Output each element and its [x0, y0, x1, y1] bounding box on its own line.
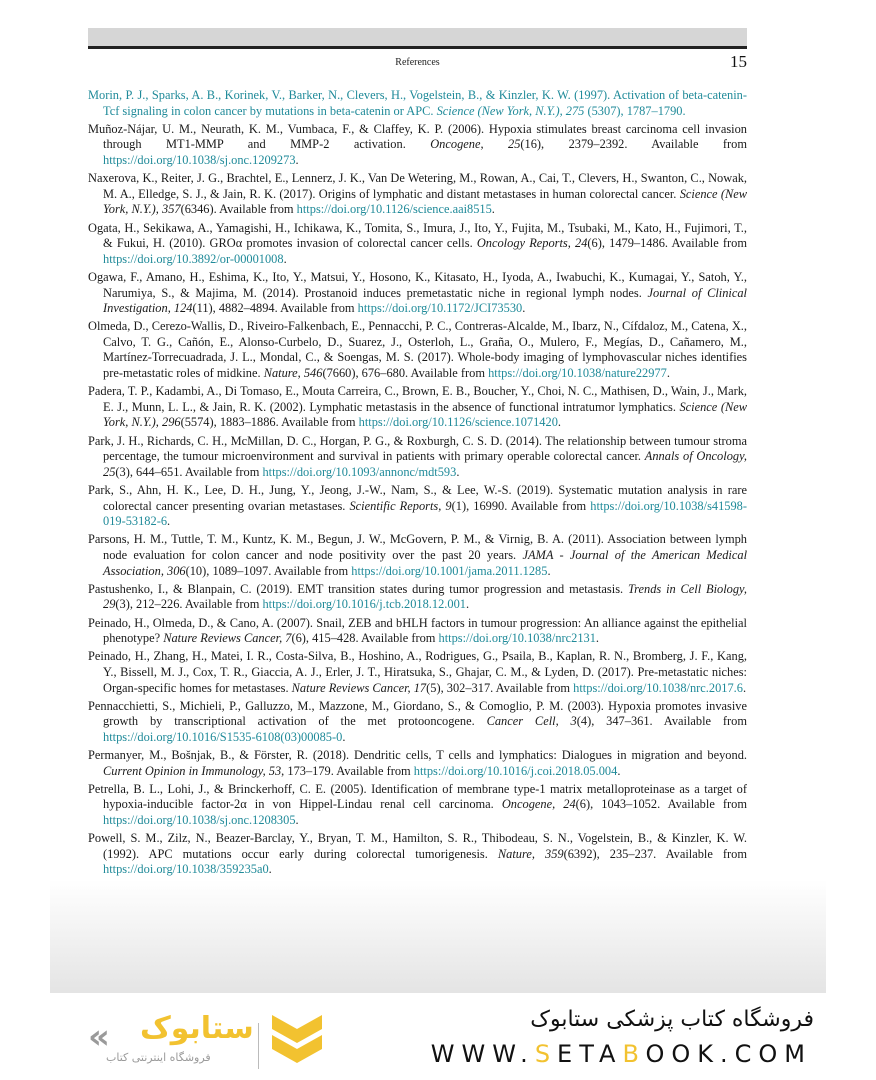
reference-text: Park, S., Ahn, H. K., Lee, D. H., Jung, Y., Jeong, J.-W., Nam, S., & Lee, W.-S. (2019). Systematic mutation analysis in rare colorectal cancer presenting ovarian metastases. — [88, 483, 747, 513]
reference-entry — [88, 699, 747, 746]
shop-title: فروشگاه کتاب پزشکی ستابوک — [530, 1007, 814, 1032]
url-part: OOK.COM — [645, 1040, 812, 1068]
reference-text: . — [295, 152, 299, 167]
journal-title: JAMA - Journal of the American Medical Association, 306 — [103, 547, 748, 578]
reference-text: Morin, P. J., Sparks, A. B., Korinek, V., Barker, N., Clevers, H., Vogelstein, B., & Kinzler, K. W. (1997). Activation of beta-catenin-Tcf signaling in colon cancer by mutations in beta-catenin or APC. — [88, 88, 747, 118]
doi-link[interactable]: https://doi.org/10.1038/359235a0 — [103, 862, 269, 877]
running-head: References — [395, 57, 440, 68]
journal-title: Current Opinion in Immunology, 53 — [103, 763, 282, 778]
journal-title: Trends in Cell Biology, 29 — [103, 581, 747, 612]
reference-entry — [88, 649, 747, 696]
reference-text: . — [547, 563, 551, 578]
journal-title: Oncogene, 25 — [430, 137, 521, 152]
chevrons-icon: « — [88, 1017, 102, 1057]
reference-text: . — [456, 464, 460, 479]
doi-link[interactable]: https://doi.org/10.1038/nrc2131 — [438, 631, 596, 646]
reference-text: Padera, T. P., Kadambi, A., Di Tomaso, E., Mouta Carreira, C., Brown, E. B., Boucher, Y., Choi, N. C., Mathisen, D., Wain, J., Mark, E. J., Munn, L. L., & Jain, R. K. (2002). Lymphatic metastasis in the absence of functional intratumor lymphatics. — [88, 384, 747, 414]
reference-text: (10), 1089–1097. Available from — [185, 563, 352, 578]
reference-text: (11), 4882–4894. Available from — [192, 301, 358, 316]
shield-chevron-icon — [272, 1015, 322, 1067]
reference-text: Ogata, H., Sekikawa, A., Yamagishi, H., Ichikawa, K., Tomita, S., Imura, J., Ito, Y., Fujita, M., Tsubaki, M., Kato, H., Fujimori, T., & Fukui, H. (2010). GROα promotes invasion of colorectal cancer cells. — [88, 220, 747, 251]
reference-entry — [88, 171, 747, 218]
doi-link[interactable]: https://doi.org/10.1016/S1535-6108(03)00085-0 — [103, 729, 343, 744]
reference-text: . — [295, 813, 299, 828]
url-part: WWW. — [430, 1040, 535, 1068]
url-part-highlight: S — [534, 1040, 558, 1068]
reference-text: . — [617, 763, 621, 778]
reference-entry — [88, 782, 747, 829]
reference-text: Powell, S. M., Zilz, N., Beazer-Barclay, Y., Bryan, T. M., Hamilton, S. R., Thibodeau, S. N., Vogelstein, B., & Kinzler, K. W. (1992). APC mutations occur early during colorectal tumorigenesis. — [88, 831, 747, 861]
reference-entry — [88, 384, 747, 431]
reference-text: (6), 415–428. Available from — [291, 631, 439, 646]
journal-title: Annals of Oncology, 25 — [103, 449, 747, 479]
reference-text: . — [342, 729, 346, 744]
reference-text: Petrella, B. L., Lohi, J., & Brinckerhoff, C. E. (2005). Identification of membrane type-1 matrix metalloproteinase as a target of hypoxia-inducible factor-2α in von Hippel-Lindau renal cell carcinoma. — [88, 781, 747, 812]
reference-text: Park, J. H., Richards, C. H., McMillan, D. C., Horgan, P. G., & Roxburgh, C. S. D. (2014). The relationship between tumour stroma percentage, the tumour microenvironment and survival in patients with primary operable colorectal cancer. — [88, 433, 747, 464]
reference-text: . — [167, 514, 171, 529]
reference-entry — [88, 122, 747, 169]
doi-link[interactable]: https://doi.org/10.3892/or-00001008 — [103, 251, 284, 266]
doi-link[interactable]: https://doi.org/10.1038/sj.onc.1209273 — [103, 152, 296, 167]
reference-entry — [88, 88, 747, 119]
doi-link[interactable]: https://doi.org/10.1172/JCI73530 — [357, 301, 523, 316]
reference-text: (6346). Available from — [180, 202, 297, 217]
journal-title: Science (New York, N.Y.), 275 — [436, 103, 585, 118]
reference-entry — [88, 221, 747, 268]
reference-text: . — [491, 202, 495, 217]
url-part-highlight: B — [622, 1040, 646, 1068]
journal-title: Nature Reviews Cancer, 17 — [291, 680, 427, 695]
reference-text: (1), 16990. Available from — [451, 498, 591, 513]
reference-text: . — [268, 862, 272, 877]
reference-text: Olmeda, D., Cerezo-Wallis, D., Riveiro-Falkenbach, E., Pennacchi, P. C., Contreras-Alcalde, M., Ibarz, N., Cífdaloz, M., Catena, X., Calvo, T. G., Cañón, E., Alonso-Curbelo, D., Suarez, J., Osterloh, L., Graña, O., Mulero, F., Megías, D., Cañamero, M., Martínez-Torrecuadrada, J. L., Mondal, C., & Soengas, M. S. (2017). Whole-body imaging of lymphovascular niches identifies pre-metastatic roles of midkine. — [88, 319, 747, 381]
reference-text: (5), 302–317. Available from — [426, 680, 574, 695]
doi-link[interactable]: https://doi.org/10.1038/sj.onc.1208305 — [103, 813, 296, 828]
doi-link[interactable]: https://doi.org/10.1038/s41598-019-53182-6 — [103, 498, 747, 529]
doi-link[interactable]: https://doi.org/10.1038/nature22977 — [488, 366, 667, 381]
url-part: ETA — [557, 1040, 623, 1068]
reference-text: (6), 1043–1052. Available from — [575, 797, 747, 812]
reference-text: Peinado, H., Olmeda, D., & Cano, A. (2007). Snail, ZEB and bHLH factors in tumour progression: An alliance against the epithelial phenotype? — [88, 615, 747, 646]
reference-entry — [88, 582, 747, 613]
reference-list — [88, 88, 747, 881]
reference-entry — [88, 483, 747, 530]
journal-title: Oncology Reports, 24 — [476, 236, 588, 251]
reference-text: Permanyer, M., Bošnjak, B., & Förster, R. (2018). Dendritic cells, T cells and lymphatics: Dialogues in migration and beyond. — [88, 748, 747, 763]
reference-text: Pennacchietti, S., Michieli, P., Galluzzo, M., Mazzone, M., Giordano, S., & Comoglio, P. M. (2003). Hypoxia promotes invasive growth by transcriptional activation of the met protooncogene. — [88, 698, 747, 729]
reference-text: , 173–179. Available from — [281, 763, 414, 778]
header-rule — [88, 46, 747, 49]
logo-tagline: فروشگاه اینترنتی کتاب — [106, 1051, 211, 1064]
reference-text: Parsons, H. M., Tuttle, T. M., Kuntz, K. M., Begun, J. W., McGovern, P. M., & Virnig, B. A. (2011). Association between lymph node evaluation for colon cancer and node positivity over the past 20 years. — [88, 532, 747, 562]
shop-url[interactable] — [431, 1040, 812, 1068]
reference-text: (16), 2379–2392. Available from — [520, 137, 747, 152]
logo-name: ستابوک — [140, 1011, 254, 1046]
journal-title: Scientific Reports, 9 — [349, 498, 452, 513]
journal-title: Cancer Cell, 3 — [486, 714, 577, 729]
reference-entry — [88, 532, 747, 579]
reference-entry — [88, 434, 747, 481]
journal-title: Journal of Clinical Investigation, 124 — [103, 285, 747, 316]
journal-title: Nature, 546 — [263, 366, 323, 381]
reference-text: (6392), 235–237. Available from — [563, 846, 747, 861]
reference-text: (3), 644–651. Available from — [115, 464, 263, 479]
footer-banner — [0, 993, 876, 1080]
reference-text: . — [557, 415, 562, 430]
reference-text: Ogawa, F., Amano, H., Eshima, K., Ito, Y., Matsui, Y., Hosono, K., Kitasato, H., Iyoda, A., Iwabuchi, K., Kumagai, Y., Satoh, Y., Narumiya, S., & Majima, M. (2014). Prostanoid induces premetastatic niche in regional lymph nodes. — [88, 269, 747, 300]
reference-entry — [88, 748, 747, 779]
reference-text: Naxerova, K., Reiter, J. G., Brachtel, E., Lennerz, J. K., Van De Wetering, M., Rowan, A., Cai, T., Clevers, H., Swanton, C., Nowak, M. A., Elledge, S. J., & Jain, R. K. (2017). Origins of lymphatic and distant metastases in human colorectal cancer. — [88, 171, 747, 201]
reference-text: (6), 1479–1486. Available from — [587, 236, 747, 251]
doi-link[interactable]: https://doi.org/10.1126/science.aai8515 — [296, 202, 492, 217]
reference-text: (5574), 1883–1886. Available from — [180, 415, 359, 430]
reference-text: (7660), 676–680. Available from — [322, 366, 489, 381]
doi-link[interactable]: https://doi.org/10.1126/science.1071420 — [358, 415, 558, 430]
reference-text: . — [666, 366, 670, 381]
doi-link[interactable]: https://doi.org/10.1001/jama.2011.1285 — [351, 563, 548, 578]
doi-link[interactable]: https://doi.org/10.1016/j.tcb.2018.12.001 — [262, 597, 466, 612]
journal-title: Oncogene, 24 — [501, 797, 576, 812]
reference-entry — [88, 831, 747, 878]
reference-text: . — [595, 631, 600, 646]
journal-title: Science (New York, N.Y.), 296 — [103, 399, 747, 430]
reference-text: . — [283, 251, 287, 266]
reference-entry — [88, 270, 747, 317]
reference-text: . — [465, 597, 470, 612]
reference-text: . — [522, 301, 526, 316]
journal-title: Nature Reviews Cancer, 7 — [163, 631, 292, 646]
journal-title: Science (New York, N.Y.), 357 — [103, 186, 747, 217]
journal-title: Nature, 359 — [497, 846, 564, 861]
doi-link[interactable]: https://doi.org/10.1093/annonc/mdt593 — [262, 464, 457, 479]
reference-text: (3), 212–226. Available from — [115, 597, 263, 612]
logo-divider — [258, 1023, 259, 1069]
reference-entry — [88, 319, 747, 381]
doi-link[interactable]: https://doi.org/10.1016/j.coi.2018.05.004 — [413, 763, 618, 778]
reference-text: Muñoz-Nájar, U. M., Neurath, K. M., Vumbaca, F., & Claffey, K. P. (2006). Hypoxia stimulates breast carcinoma cell invasion through MT1-MMP and MMP-2 activation. — [88, 121, 747, 152]
reference-entry — [88, 616, 747, 647]
reference-text: Pastushenko, I., & Blanpain, C. (2019). EMT transition states during tumor progression and metastasis. — [88, 581, 628, 596]
doi-link[interactable]: https://doi.org/10.1038/nrc.2017.6 — [573, 680, 743, 695]
reference-text: (5307), 1787–1790. — [584, 103, 686, 118]
page-number: 15 — [730, 52, 747, 71]
reference-text: . — [742, 680, 747, 695]
reference-text: (4), 347–361. Available from — [576, 714, 747, 729]
reference-text: Peinado, H., Zhang, H., Matei, I. R., Costa-Silva, B., Hoshino, A., Rodrigues, G., Psaila, B., Kaplan, R. N., Bromberg, J. F., Kang, Y., Bissell, M. J., Cox, T. R., Giaccia, A. J., Erler, J. T., Hiratsuka, S., Ghajar, C. M., & Lyden, D. (2017). Pre-metastatic niches: Organ-specific homes for metastases. — [88, 649, 747, 695]
header-bar — [88, 28, 747, 46]
